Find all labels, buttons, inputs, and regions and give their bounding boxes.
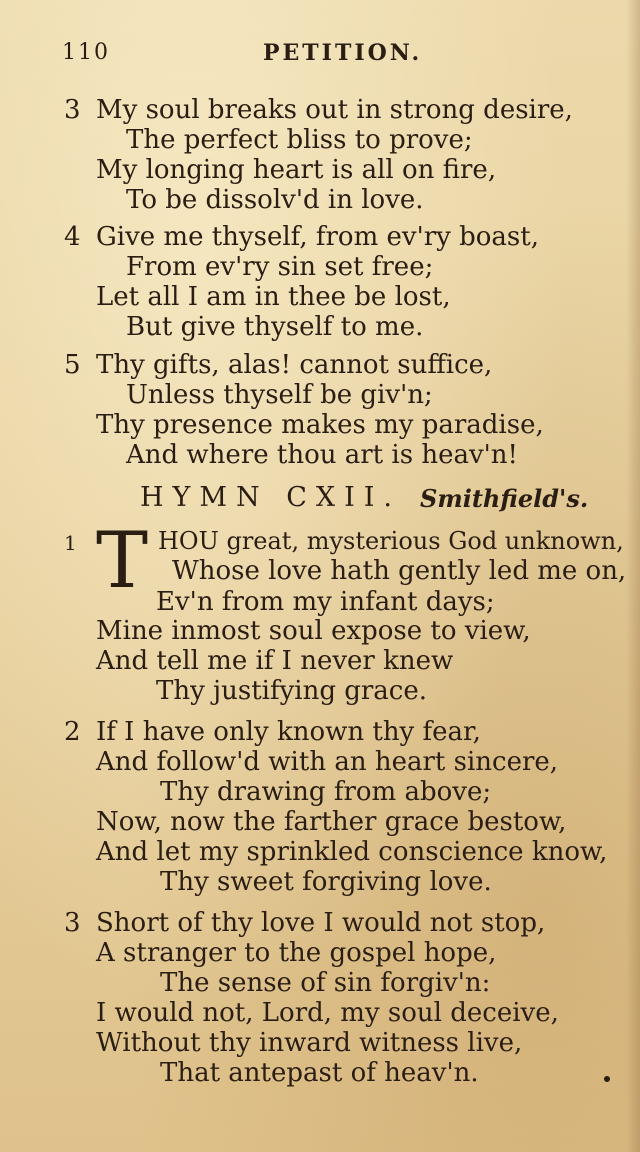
stanza-number: 1: [64, 531, 77, 555]
verse-line: Without thy inward witness live,: [96, 1028, 523, 1058]
page-edge-shadow: [626, 0, 640, 1152]
verse-line: The sense of sin forgiv'n:: [160, 968, 491, 998]
stanza-number: 3: [64, 908, 81, 938]
page-number: 110: [62, 40, 110, 65]
verse-line: Thy gifts, alas! cannot suffice,: [96, 350, 493, 380]
verse-line: If I have only known thy fear,: [96, 717, 481, 747]
verse-line: That antepast of heav'n.: [160, 1058, 479, 1088]
verse-line: And follow'd with an heart sincere,: [96, 747, 559, 777]
verse-line: Give me thyself, from ev'ry boast,: [96, 222, 539, 252]
verse-line: Mine inmost soul expose to view,: [96, 616, 531, 646]
verse-line: My soul breaks out in strong desire,: [96, 95, 573, 125]
verse-line: Thy presence makes my paradise,: [96, 410, 544, 440]
verse-line: My longing heart is all on fire,: [96, 155, 497, 185]
hymn-heading: HYMN CXII.: [140, 482, 402, 513]
verse-line: And where thou art is heav'n!: [126, 440, 518, 470]
verse-line: A stranger to the gospel hope,: [96, 938, 497, 968]
verse-line: But give thyself to me.: [126, 312, 424, 342]
verse-line: Thy justifying grace.: [156, 676, 428, 706]
verse-line: Ev'n from my infant days;: [156, 587, 495, 617]
tune-name: Smithfield's.: [420, 484, 589, 513]
stanza-number: 5: [64, 350, 81, 380]
stanza-number: 2: [64, 717, 81, 747]
verse-line: I would not, Lord, my soul deceive,: [96, 998, 559, 1028]
verse-line: And tell me if I never knew: [96, 646, 454, 676]
verse-line: Thy sweet forgiving love.: [160, 867, 492, 897]
verse-line: And let my sprinkled conscience know,: [96, 837, 608, 867]
verse-line: To be dissolv'd in love.: [126, 185, 424, 215]
verse-line: Whose love hath gently led me on,: [172, 556, 627, 586]
verse-line: From ev'ry sin set free;: [126, 252, 434, 282]
verse-line: HOU great, mysterious God unknown,: [158, 527, 624, 555]
ink-dot: [604, 1076, 610, 1082]
verse-line: Let all I am in thee be lost,: [96, 282, 451, 312]
stanza-number: 3: [64, 95, 81, 125]
verse-line: Now, now the farther grace bestow,: [96, 807, 567, 837]
running-title: PETITION.: [263, 40, 423, 66]
verse-line: Unless thyself be giv'n;: [126, 380, 433, 410]
stanza-number: 4: [64, 222, 81, 252]
verse-line: Short of thy love I would not stop,: [96, 908, 546, 938]
verse-line: The perfect bliss to prove;: [126, 125, 473, 155]
drop-cap: T: [96, 516, 149, 606]
verse-line: Thy drawing from above;: [160, 777, 492, 807]
